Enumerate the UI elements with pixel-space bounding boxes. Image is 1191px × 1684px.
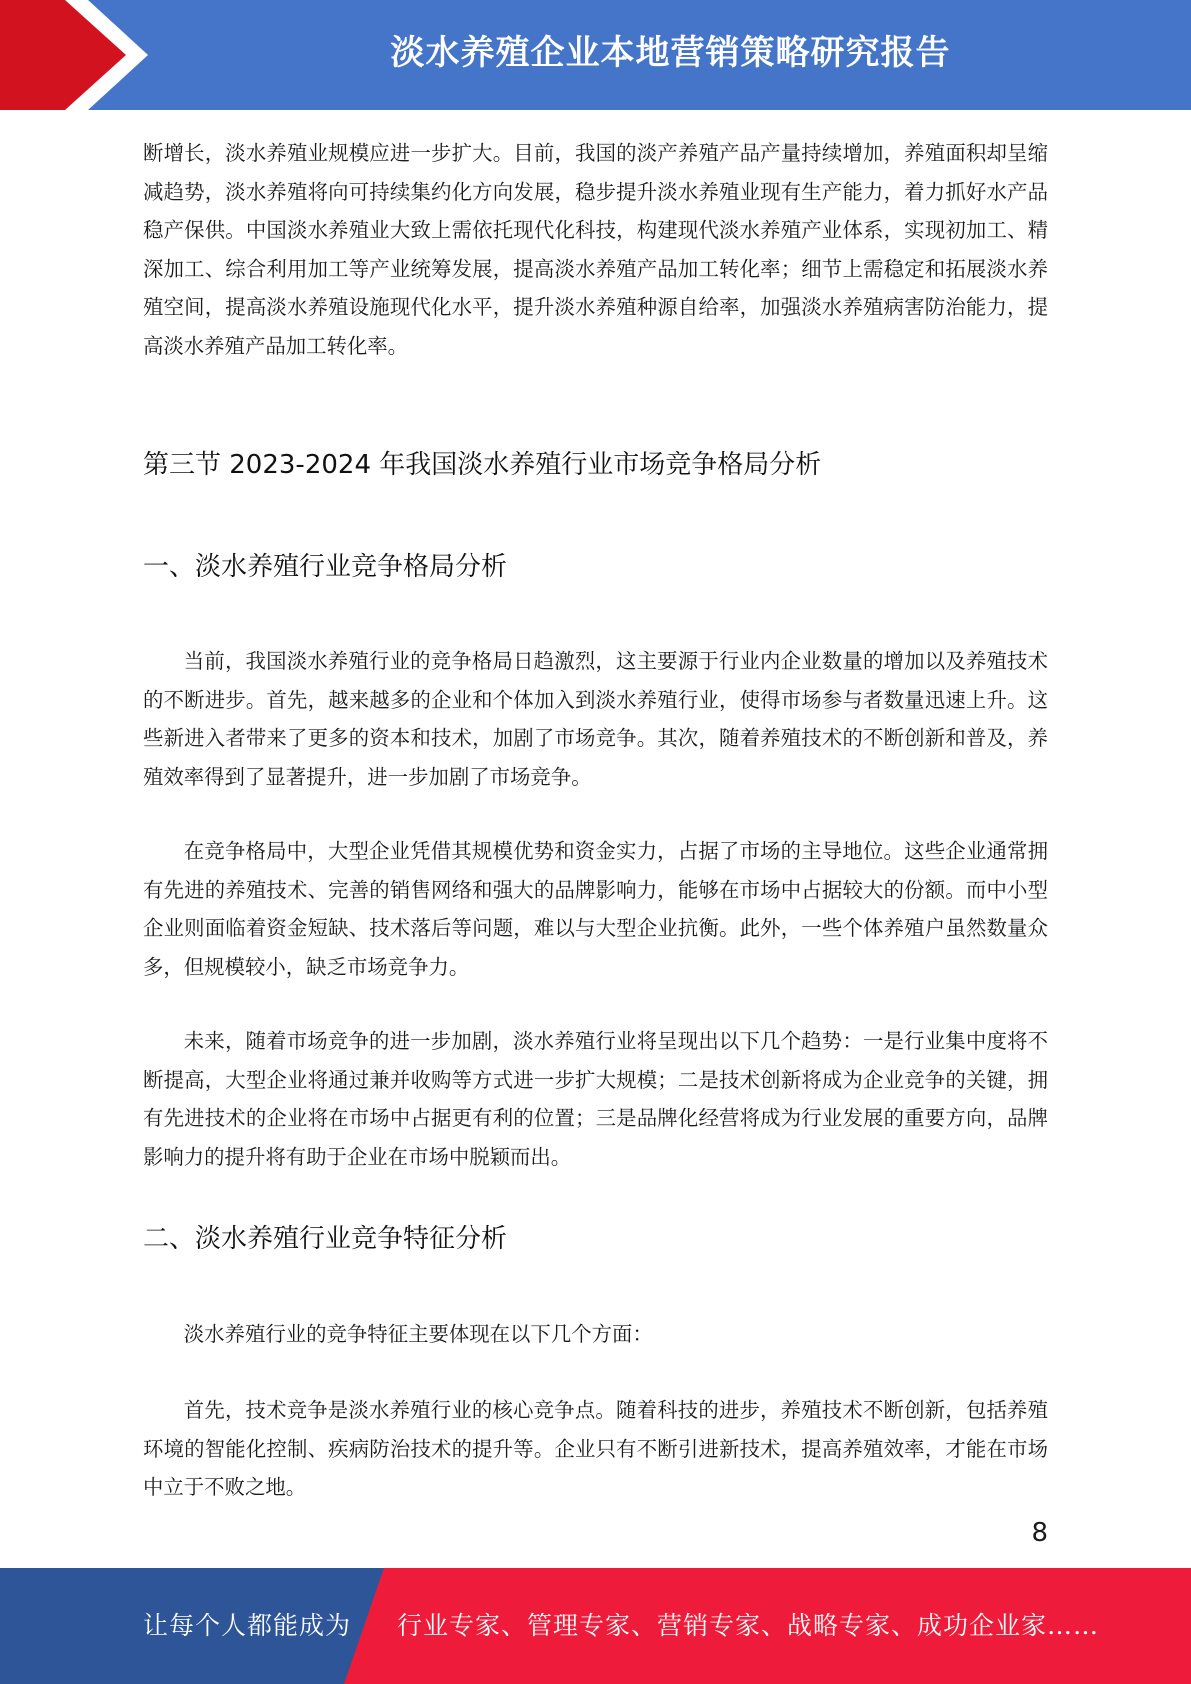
page-footer <box>0 1568 1191 1684</box>
paragraph-market-leaders: 在竞争格局中，大型企业凭借其规模优势和资金实力，占据了市场的主导地位。这些企业通常拥有先进的养殖技术、完善的销售网络和强大的品牌影响力，能够在市场中占据较大的份额。而中小型企业则面临着资金短缺、技术落后等问题，难以与大型企业抗衡。此外，一些个体养殖户虽然数量众多，但规模较小，缺乏市场竞争力。 <box>143 839 1048 979</box>
footer-slogan-left: 让每个人都能成为 <box>143 1611 352 1640</box>
paragraph-competition-intensity: 当前，我国淡水养殖行业的竞争格局日趋激烈，这主要源于行业内企业数量的增加以及养殖技术的不断进步。首先，越来越多的企业和个体加入到淡水养殖行业，使得市场参与者数量迅速上升。这些新进入者带来了更多的资本和技术，加剧了市场竞争。其次，随着养殖技术的不断创新和普及，养殖效率得到了显著提升，进一步加剧了市场竞争。 <box>143 649 1048 789</box>
paragraph-technology-competition: 首先，技术竞争是淡水养殖行业的核心竞争点。随着科技的进步，养殖技术不断创新，包括养殖环境的智能化控制、疾病防治技术的提升等。企业只有不断引进新技术，提高养殖效率，才能在市场中立于不败之地。 <box>143 1398 1048 1499</box>
subsection-heading-competition-features: 二、淡水养殖行业竞争特征分析 <box>143 1224 508 1254</box>
paragraph-future-trends: 未来，随着市场竞争的进一步加剧，淡水养殖行业将呈现出以下几个趋势：一是行业集中度将不断提高，大型企业将通过兼并收购等方式进一步扩大规模；二是技术创新将成为企业竞争的关键，拥有先进技术的企业将在市场中占据更有利的位置；三是品牌化经营将成为行业发展的重要方向，品牌影响力的提升将有助于企业在市场中脱颖而出。 <box>143 1029 1048 1169</box>
report-title: 淡水养殖企业本地营销策略研究报告 <box>390 33 951 73</box>
page-number: 8 <box>1031 1518 1048 1548</box>
subsection-heading-competition-landscape: 一、淡水养殖行业竞争格局分析 <box>143 552 508 582</box>
section-heading: 第三节 2023-2024 年我国淡水养殖行业市场竞争格局分析 <box>143 450 822 480</box>
paragraph-continued: 断增长，淡水养殖业规模应进一步扩大。目前，我国的淡产养殖产品产量持续增加，养殖面积却呈缩减趋势，淡水养殖将向可持续集约化方向发展，稳步提升淡水养殖业现有生产能力，着力抓好水产品稳产保供。中国淡水养殖业大致上需依托现代化科技，构建现代淡水养殖产业体系，实现初加工、精深加工、综合利用加工等产业统筹发展，提高淡水养殖产品加工转化率；细节上需稳定和拓展淡水养殖空间，提高淡水养殖设施现代化水平，提升淡水养殖种源自给率，加强淡水养殖病害防治能力，提高淡水养殖产品加工转化率。 <box>143 141 1048 358</box>
footer-slogan-right: 行业专家、管理专家、营销专家、战略专家、成功企业家…… <box>397 1611 1100 1640</box>
paragraph-features-intro: 淡水养殖行业的竞争特征主要体现在以下几个方面： <box>183 1322 653 1346</box>
page-header <box>0 0 1191 110</box>
page-content <box>143 134 1048 1499</box>
